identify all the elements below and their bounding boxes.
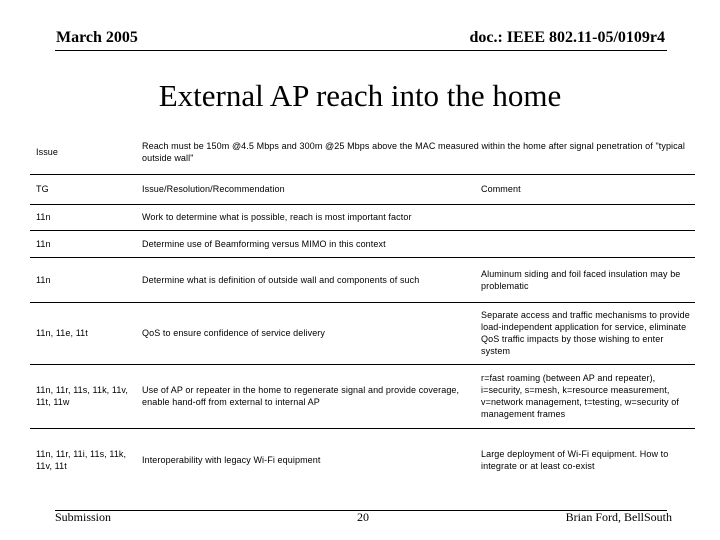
row-comment	[481, 230, 691, 257]
header-tg: TG	[36, 184, 49, 194]
table-row	[30, 302, 695, 365]
row-resolution: Work to determine what is possible, reach is most important factor	[142, 212, 412, 222]
row-tg: 11n, 11r, 11i, 11s, 11k, 11v, 11t	[36, 449, 127, 471]
table-row	[30, 257, 695, 303]
header-date: March 2005	[56, 29, 138, 46]
row-comment: Aluminum siding and foil faced insulation may be problematic	[481, 268, 681, 291]
header-doc-id: doc.: IEEE 802.11-05/0109r4	[469, 29, 665, 46]
row-comment: Large deployment of Wi-Fi equipment. How to integrate or at least co-exist	[481, 449, 669, 471]
footer-author: Brian Ford, BellSouth	[565, 510, 672, 524]
table-row	[30, 364, 695, 429]
slide-title: External AP reach into the home	[158, 78, 562, 113]
row-comment: Separate access and traffic mechanisms to provide load-independent application for service, eliminate QoS traffic impacts by those wishing to enter system	[481, 310, 690, 356]
row-tg: 11n, 11e, 11t	[36, 328, 88, 338]
row-resolution: Use of AP or repeater in the home to regenerate signal and provide coverage, enable hand-off from external to internal AP	[142, 385, 460, 407]
issue-text: Reach must be 150m @4.5 Mbps and 300m @25 Mbps above the MAC measured within the home after signal penetration of "typical outside wall"	[142, 141, 685, 163]
row-tg: 11n	[36, 238, 51, 249]
row-tg: 11n	[36, 274, 51, 285]
header-divider	[55, 50, 667, 51]
issue-label: Issue	[36, 147, 59, 157]
row-tg: 11n	[36, 212, 51, 222]
row-resolution: QoS to ensure confidence of service delivery	[142, 328, 325, 338]
row-resolution: Interoperability with legacy Wi-Fi equipment	[142, 455, 321, 465]
header-comment: Comment	[481, 184, 521, 194]
table-row	[30, 428, 695, 492]
row-resolution: Determine use of Beamforming versus MIMO in this context	[142, 238, 386, 249]
header-resolution: Issue/Resolution/Recommendation	[142, 184, 285, 194]
table-row	[30, 204, 695, 231]
row-resolution: Determine what is definition of outside wall and components of such	[142, 274, 420, 285]
row-comment: r=fast roaming (between AP and repeater), i=security, s=mesh, k=resource measurement, v=network management, t=testing, w=security of management frames	[481, 373, 679, 419]
table-row	[30, 230, 695, 258]
row-tg: 11n, 11r, 11s, 11k, 11v, 11t, 11w	[36, 385, 128, 407]
row-comment	[481, 204, 691, 230]
table-row-issue	[30, 130, 695, 175]
footer-submission: Submission	[55, 510, 112, 524]
footer-page-number: 20	[357, 510, 369, 524]
table-header-row	[30, 174, 695, 205]
